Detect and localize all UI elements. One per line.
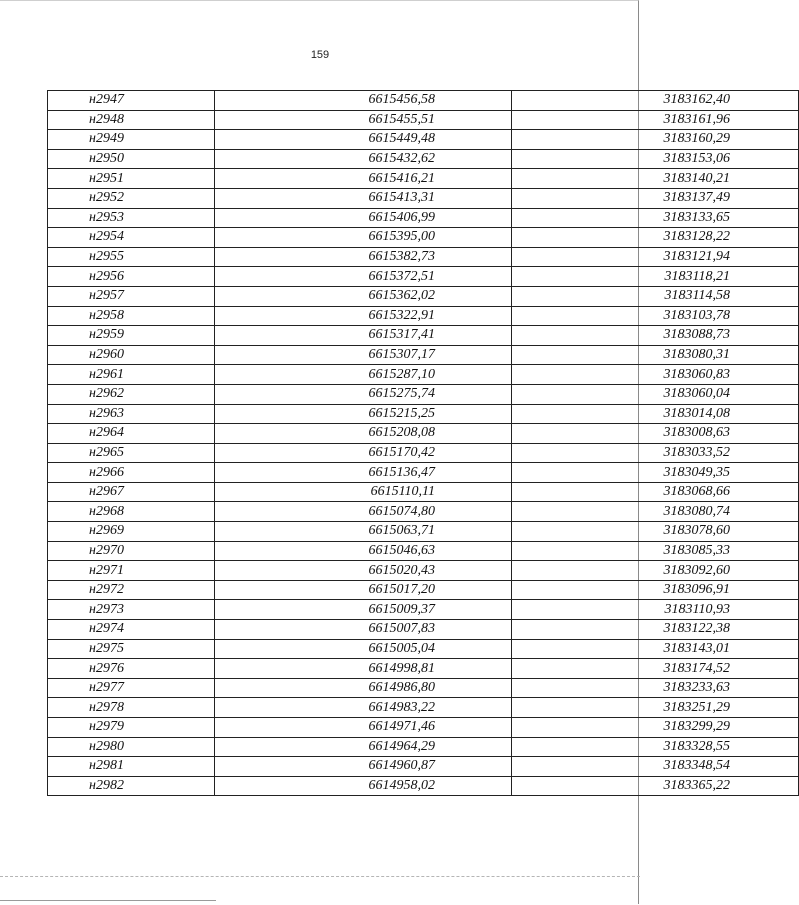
x-coordinate-cell: 6615372,51 bbox=[215, 267, 512, 287]
x-coordinate-cell: 6615046,63 bbox=[215, 541, 512, 561]
x-coordinate-cell: 6615007,83 bbox=[215, 620, 512, 640]
y-coordinate-cell: 3183008,63 bbox=[512, 424, 799, 444]
y-coordinate-cell: 3183121,94 bbox=[512, 247, 799, 267]
point-name-cell: н2960 bbox=[48, 345, 215, 365]
point-name-cell: н2978 bbox=[48, 698, 215, 718]
coordinates-table bbox=[47, 90, 799, 796]
point-name-cell: н2977 bbox=[48, 678, 215, 698]
point-name-cell: н2965 bbox=[48, 443, 215, 463]
x-coordinate-cell: 6615136,47 bbox=[215, 463, 512, 483]
table-row bbox=[48, 443, 799, 463]
point-name-cell: н2951 bbox=[48, 169, 215, 189]
table-row bbox=[48, 639, 799, 659]
y-coordinate-cell: 3183365,22 bbox=[512, 776, 799, 796]
table-row bbox=[48, 463, 799, 483]
table-row bbox=[48, 345, 799, 365]
point-name-cell: н2967 bbox=[48, 482, 215, 502]
point-name-cell: н2958 bbox=[48, 306, 215, 326]
table-row bbox=[48, 502, 799, 522]
x-coordinate-cell: 6615413,31 bbox=[215, 188, 512, 208]
table-row bbox=[48, 169, 799, 189]
point-name-cell: н2975 bbox=[48, 639, 215, 659]
x-coordinate-cell: 6615322,91 bbox=[215, 306, 512, 326]
y-coordinate-cell: 3183233,63 bbox=[512, 678, 799, 698]
table-row bbox=[48, 698, 799, 718]
y-coordinate-cell: 3183162,40 bbox=[512, 91, 799, 111]
y-coordinate-cell: 3183103,78 bbox=[512, 306, 799, 326]
table-row bbox=[48, 247, 799, 267]
table-row bbox=[48, 384, 799, 404]
x-coordinate-cell: 6615307,17 bbox=[215, 345, 512, 365]
y-coordinate-cell: 3183328,55 bbox=[512, 737, 799, 757]
table-row bbox=[48, 91, 799, 111]
y-coordinate-cell: 3183140,21 bbox=[512, 169, 799, 189]
y-coordinate-cell: 3183078,60 bbox=[512, 522, 799, 542]
point-name-cell: н2981 bbox=[48, 757, 215, 777]
point-name-cell: н2954 bbox=[48, 228, 215, 248]
y-coordinate-cell: 3183174,52 bbox=[512, 659, 799, 679]
point-name-cell: н2948 bbox=[48, 110, 215, 130]
x-coordinate-cell: 6615456,58 bbox=[215, 91, 512, 111]
table-row bbox=[48, 776, 799, 796]
point-name-cell: н2962 bbox=[48, 384, 215, 404]
table-row bbox=[48, 404, 799, 424]
y-coordinate-cell: 3183118,21 bbox=[512, 267, 799, 287]
x-coordinate-cell: 6615317,41 bbox=[215, 326, 512, 346]
y-coordinate-cell: 3183160,29 bbox=[512, 130, 799, 150]
point-name-cell: н2979 bbox=[48, 718, 215, 738]
x-coordinate-cell: 6614986,80 bbox=[215, 678, 512, 698]
x-coordinate-cell: 6615063,71 bbox=[215, 522, 512, 542]
x-coordinate-cell: 6614964,29 bbox=[215, 737, 512, 757]
point-name-cell: н2956 bbox=[48, 267, 215, 287]
table-row bbox=[48, 757, 799, 777]
point-name-cell: н2966 bbox=[48, 463, 215, 483]
y-coordinate-cell: 3183092,60 bbox=[512, 561, 799, 581]
point-name-cell: н2982 bbox=[48, 776, 215, 796]
x-coordinate-cell: 6615009,37 bbox=[215, 600, 512, 620]
table-row bbox=[48, 482, 799, 502]
x-coordinate-cell: 6615005,04 bbox=[215, 639, 512, 659]
point-name-cell: н2957 bbox=[48, 286, 215, 306]
y-coordinate-cell: 3183143,01 bbox=[512, 639, 799, 659]
x-coordinate-cell: 6614983,22 bbox=[215, 698, 512, 718]
x-coordinate-cell: 6615074,80 bbox=[215, 502, 512, 522]
x-coordinate-cell: 6614960,87 bbox=[215, 757, 512, 777]
point-name-cell: н2971 bbox=[48, 561, 215, 581]
table-row bbox=[48, 561, 799, 581]
table-row bbox=[48, 424, 799, 444]
y-coordinate-cell: 3183299,29 bbox=[512, 718, 799, 738]
point-name-cell: н2973 bbox=[48, 600, 215, 620]
y-coordinate-cell: 3183110,93 bbox=[512, 600, 799, 620]
x-coordinate-cell: 6615395,00 bbox=[215, 228, 512, 248]
x-coordinate-cell: 6615449,48 bbox=[215, 130, 512, 150]
x-coordinate-cell: 6614958,02 bbox=[215, 776, 512, 796]
y-coordinate-cell: 3183085,33 bbox=[512, 541, 799, 561]
x-coordinate-cell: 6615382,73 bbox=[215, 247, 512, 267]
table-row bbox=[48, 620, 799, 640]
y-coordinate-cell: 3183088,73 bbox=[512, 326, 799, 346]
table-row bbox=[48, 718, 799, 738]
point-name-cell: н2955 bbox=[48, 247, 215, 267]
table-row bbox=[48, 678, 799, 698]
point-name-cell: н2970 bbox=[48, 541, 215, 561]
y-coordinate-cell: 3183153,06 bbox=[512, 149, 799, 169]
point-name-cell: н2980 bbox=[48, 737, 215, 757]
y-coordinate-cell: 3183161,96 bbox=[512, 110, 799, 130]
table-row bbox=[48, 659, 799, 679]
table-row bbox=[48, 737, 799, 757]
x-coordinate-cell: 6615215,25 bbox=[215, 404, 512, 424]
point-name-cell: н2952 bbox=[48, 188, 215, 208]
point-name-cell: н2949 bbox=[48, 130, 215, 150]
table-row bbox=[48, 286, 799, 306]
x-coordinate-cell: 6615017,20 bbox=[215, 580, 512, 600]
y-coordinate-cell: 3183096,91 bbox=[512, 580, 799, 600]
table-row bbox=[48, 228, 799, 248]
table-row bbox=[48, 522, 799, 542]
table-row bbox=[48, 110, 799, 130]
table-row bbox=[48, 541, 799, 561]
y-coordinate-cell: 3183137,49 bbox=[512, 188, 799, 208]
table-row bbox=[48, 365, 799, 385]
y-coordinate-cell: 3183068,66 bbox=[512, 482, 799, 502]
coordinates-table-body bbox=[48, 91, 799, 796]
y-coordinate-cell: 3183251,29 bbox=[512, 698, 799, 718]
x-coordinate-cell: 6615020,43 bbox=[215, 561, 512, 581]
x-coordinate-cell: 6615275,74 bbox=[215, 384, 512, 404]
table-row bbox=[48, 130, 799, 150]
point-name-cell: н2963 bbox=[48, 404, 215, 424]
y-coordinate-cell: 3183060,83 bbox=[512, 365, 799, 385]
point-name-cell: н2969 bbox=[48, 522, 215, 542]
x-coordinate-cell: 6614971,46 bbox=[215, 718, 512, 738]
point-name-cell: н2953 bbox=[48, 208, 215, 228]
table-row bbox=[48, 326, 799, 346]
point-name-cell: н2974 bbox=[48, 620, 215, 640]
point-name-cell: н2950 bbox=[48, 149, 215, 169]
table-row bbox=[48, 580, 799, 600]
y-coordinate-cell: 3183033,52 bbox=[512, 443, 799, 463]
table-row bbox=[48, 208, 799, 228]
y-coordinate-cell: 3183128,22 bbox=[512, 228, 799, 248]
point-name-cell: н2947 bbox=[48, 91, 215, 111]
page-number: 159 bbox=[310, 49, 330, 61]
point-name-cell: н2959 bbox=[48, 326, 215, 346]
table-row bbox=[48, 267, 799, 287]
y-coordinate-cell: 3183080,74 bbox=[512, 502, 799, 522]
x-coordinate-cell: 6615208,08 bbox=[215, 424, 512, 444]
table-row bbox=[48, 306, 799, 326]
footer-rule bbox=[0, 900, 216, 901]
point-name-cell: н2976 bbox=[48, 659, 215, 679]
y-coordinate-cell: 3183348,54 bbox=[512, 757, 799, 777]
y-coordinate-cell: 3183122,38 bbox=[512, 620, 799, 640]
x-coordinate-cell: 6615287,10 bbox=[215, 365, 512, 385]
y-coordinate-cell: 3183133,65 bbox=[512, 208, 799, 228]
x-coordinate-cell: 6615432,62 bbox=[215, 149, 512, 169]
y-coordinate-cell: 3183060,04 bbox=[512, 384, 799, 404]
table-row bbox=[48, 149, 799, 169]
x-coordinate-cell: 6615362,02 bbox=[215, 286, 512, 306]
x-coordinate-cell: 6615170,42 bbox=[215, 443, 512, 463]
point-name-cell: н2961 bbox=[48, 365, 215, 385]
y-coordinate-cell: 3183014,08 bbox=[512, 404, 799, 424]
x-coordinate-cell: 6615110,11 bbox=[215, 482, 512, 502]
y-coordinate-cell: 3183114,58 bbox=[512, 286, 799, 306]
table-row bbox=[48, 600, 799, 620]
point-name-cell: н2968 bbox=[48, 502, 215, 522]
point-name-cell: н2964 bbox=[48, 424, 215, 444]
x-coordinate-cell: 6615406,99 bbox=[215, 208, 512, 228]
x-coordinate-cell: 6615416,21 bbox=[215, 169, 512, 189]
y-coordinate-cell: 3183080,31 bbox=[512, 345, 799, 365]
y-coordinate-cell: 3183049,35 bbox=[512, 463, 799, 483]
point-name-cell: н2972 bbox=[48, 580, 215, 600]
x-coordinate-cell: 6615455,51 bbox=[215, 110, 512, 130]
scan-artifact-line bbox=[0, 876, 640, 878]
table-row bbox=[48, 188, 799, 208]
x-coordinate-cell: 6614998,81 bbox=[215, 659, 512, 679]
